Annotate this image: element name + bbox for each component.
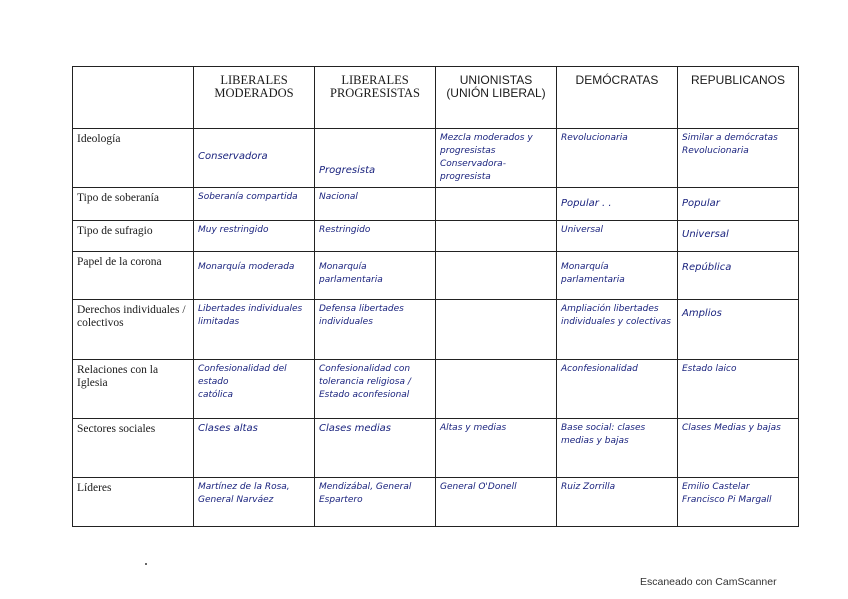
table-cell: Muy restringido <box>194 221 315 252</box>
table-cell: Similar a demócratas Revolucionaria <box>678 129 799 188</box>
table-cell: Popular . . <box>557 188 678 221</box>
header-republicanos: REPUBLICANOS <box>678 67 799 129</box>
header-liberales-progresistas: LIBERALES PROGRESISTAS <box>315 67 436 129</box>
corner-cell <box>73 67 194 129</box>
table-cell: Monarquía parlamentaria <box>557 252 678 300</box>
table-cell: Universal <box>557 221 678 252</box>
table-cell: Martínez de la Rosa, General Narváez <box>194 478 315 527</box>
table-cell: Nacional <box>315 188 436 221</box>
table-cell <box>436 252 557 300</box>
table-cell: República <box>678 252 799 300</box>
table-cell: Libertades individuales limitadas <box>194 300 315 360</box>
table-row <box>73 221 799 252</box>
table-cell <box>436 360 557 419</box>
row-label: Tipo de soberanía <box>73 188 194 221</box>
row-label: Ideología <box>73 129 194 188</box>
table-cell: Estado laico <box>678 360 799 419</box>
table-cell: Mezcla moderados y progresistas Conservadora-progresista <box>436 129 557 188</box>
row-label: Derechos individuales / colectivos <box>73 300 194 360</box>
table-cell: Base social: clases medias y bajas <box>557 419 678 478</box>
table-cell: Ruiz Zorrilla <box>557 478 678 527</box>
parties-comparison-table <box>72 66 799 527</box>
table-cell <box>436 300 557 360</box>
scan-speck <box>145 563 147 565</box>
table-cell: Revolucionaria <box>557 129 678 188</box>
header-unionistas: UNIONISTAS (UNIÓN LIBERAL) <box>436 67 557 129</box>
table-cell: Altas y medias <box>436 419 557 478</box>
table-row <box>73 300 799 360</box>
table-cell: Mendizábal, General Espartero <box>315 478 436 527</box>
table-cell: Clases medias <box>315 419 436 478</box>
table-cell: General O'Donell <box>436 478 557 527</box>
table-row <box>73 129 799 188</box>
table-cell: Amplios <box>678 300 799 360</box>
table-cell <box>436 221 557 252</box>
table-cell: Restringido <box>315 221 436 252</box>
row-label: Tipo de sufragio <box>73 221 194 252</box>
header-democratas: DEMÓCRATAS <box>557 67 678 129</box>
scanner-watermark: Escaneado con CamScanner <box>640 576 777 588</box>
table-cell: Monarquía parlamentaria <box>315 252 436 300</box>
table-row <box>73 360 799 419</box>
table-cell: Universal <box>678 221 799 252</box>
table-cell: Ampliación libertades individuales y colectivas <box>557 300 678 360</box>
table-cell: Aconfesionalidad <box>557 360 678 419</box>
table-row <box>73 419 799 478</box>
header-liberales-moderados: LIBERALES MODERADOS <box>194 67 315 129</box>
table-cell: Defensa libertades individuales <box>315 300 436 360</box>
table-cell: Emilio Castelar Francisco Pi Margall <box>678 478 799 527</box>
table-cell: Clases altas <box>194 419 315 478</box>
table-cell: Progresista <box>315 129 436 188</box>
row-label: Líderes <box>73 478 194 527</box>
row-label: Papel de la corona <box>73 252 194 300</box>
table-cell: Monarquía moderada <box>194 252 315 300</box>
table-cell: Clases Medias y bajas <box>678 419 799 478</box>
header-row <box>73 67 799 129</box>
table-cell <box>436 188 557 221</box>
row-label: Sectores sociales <box>73 419 194 478</box>
table-cell: Conservadora <box>194 129 315 188</box>
table-row <box>73 478 799 527</box>
table-row <box>73 252 799 300</box>
table-cell: Popular <box>678 188 799 221</box>
table-cell: Confesionalidad con tolerancia religiosa / Estado aconfesional <box>315 360 436 419</box>
table-row <box>73 188 799 221</box>
table-cell: Soberanía compartida <box>194 188 315 221</box>
row-label: Relaciones con la Iglesia <box>73 360 194 419</box>
table-cell: Confesionalidad del estado católica <box>194 360 315 419</box>
